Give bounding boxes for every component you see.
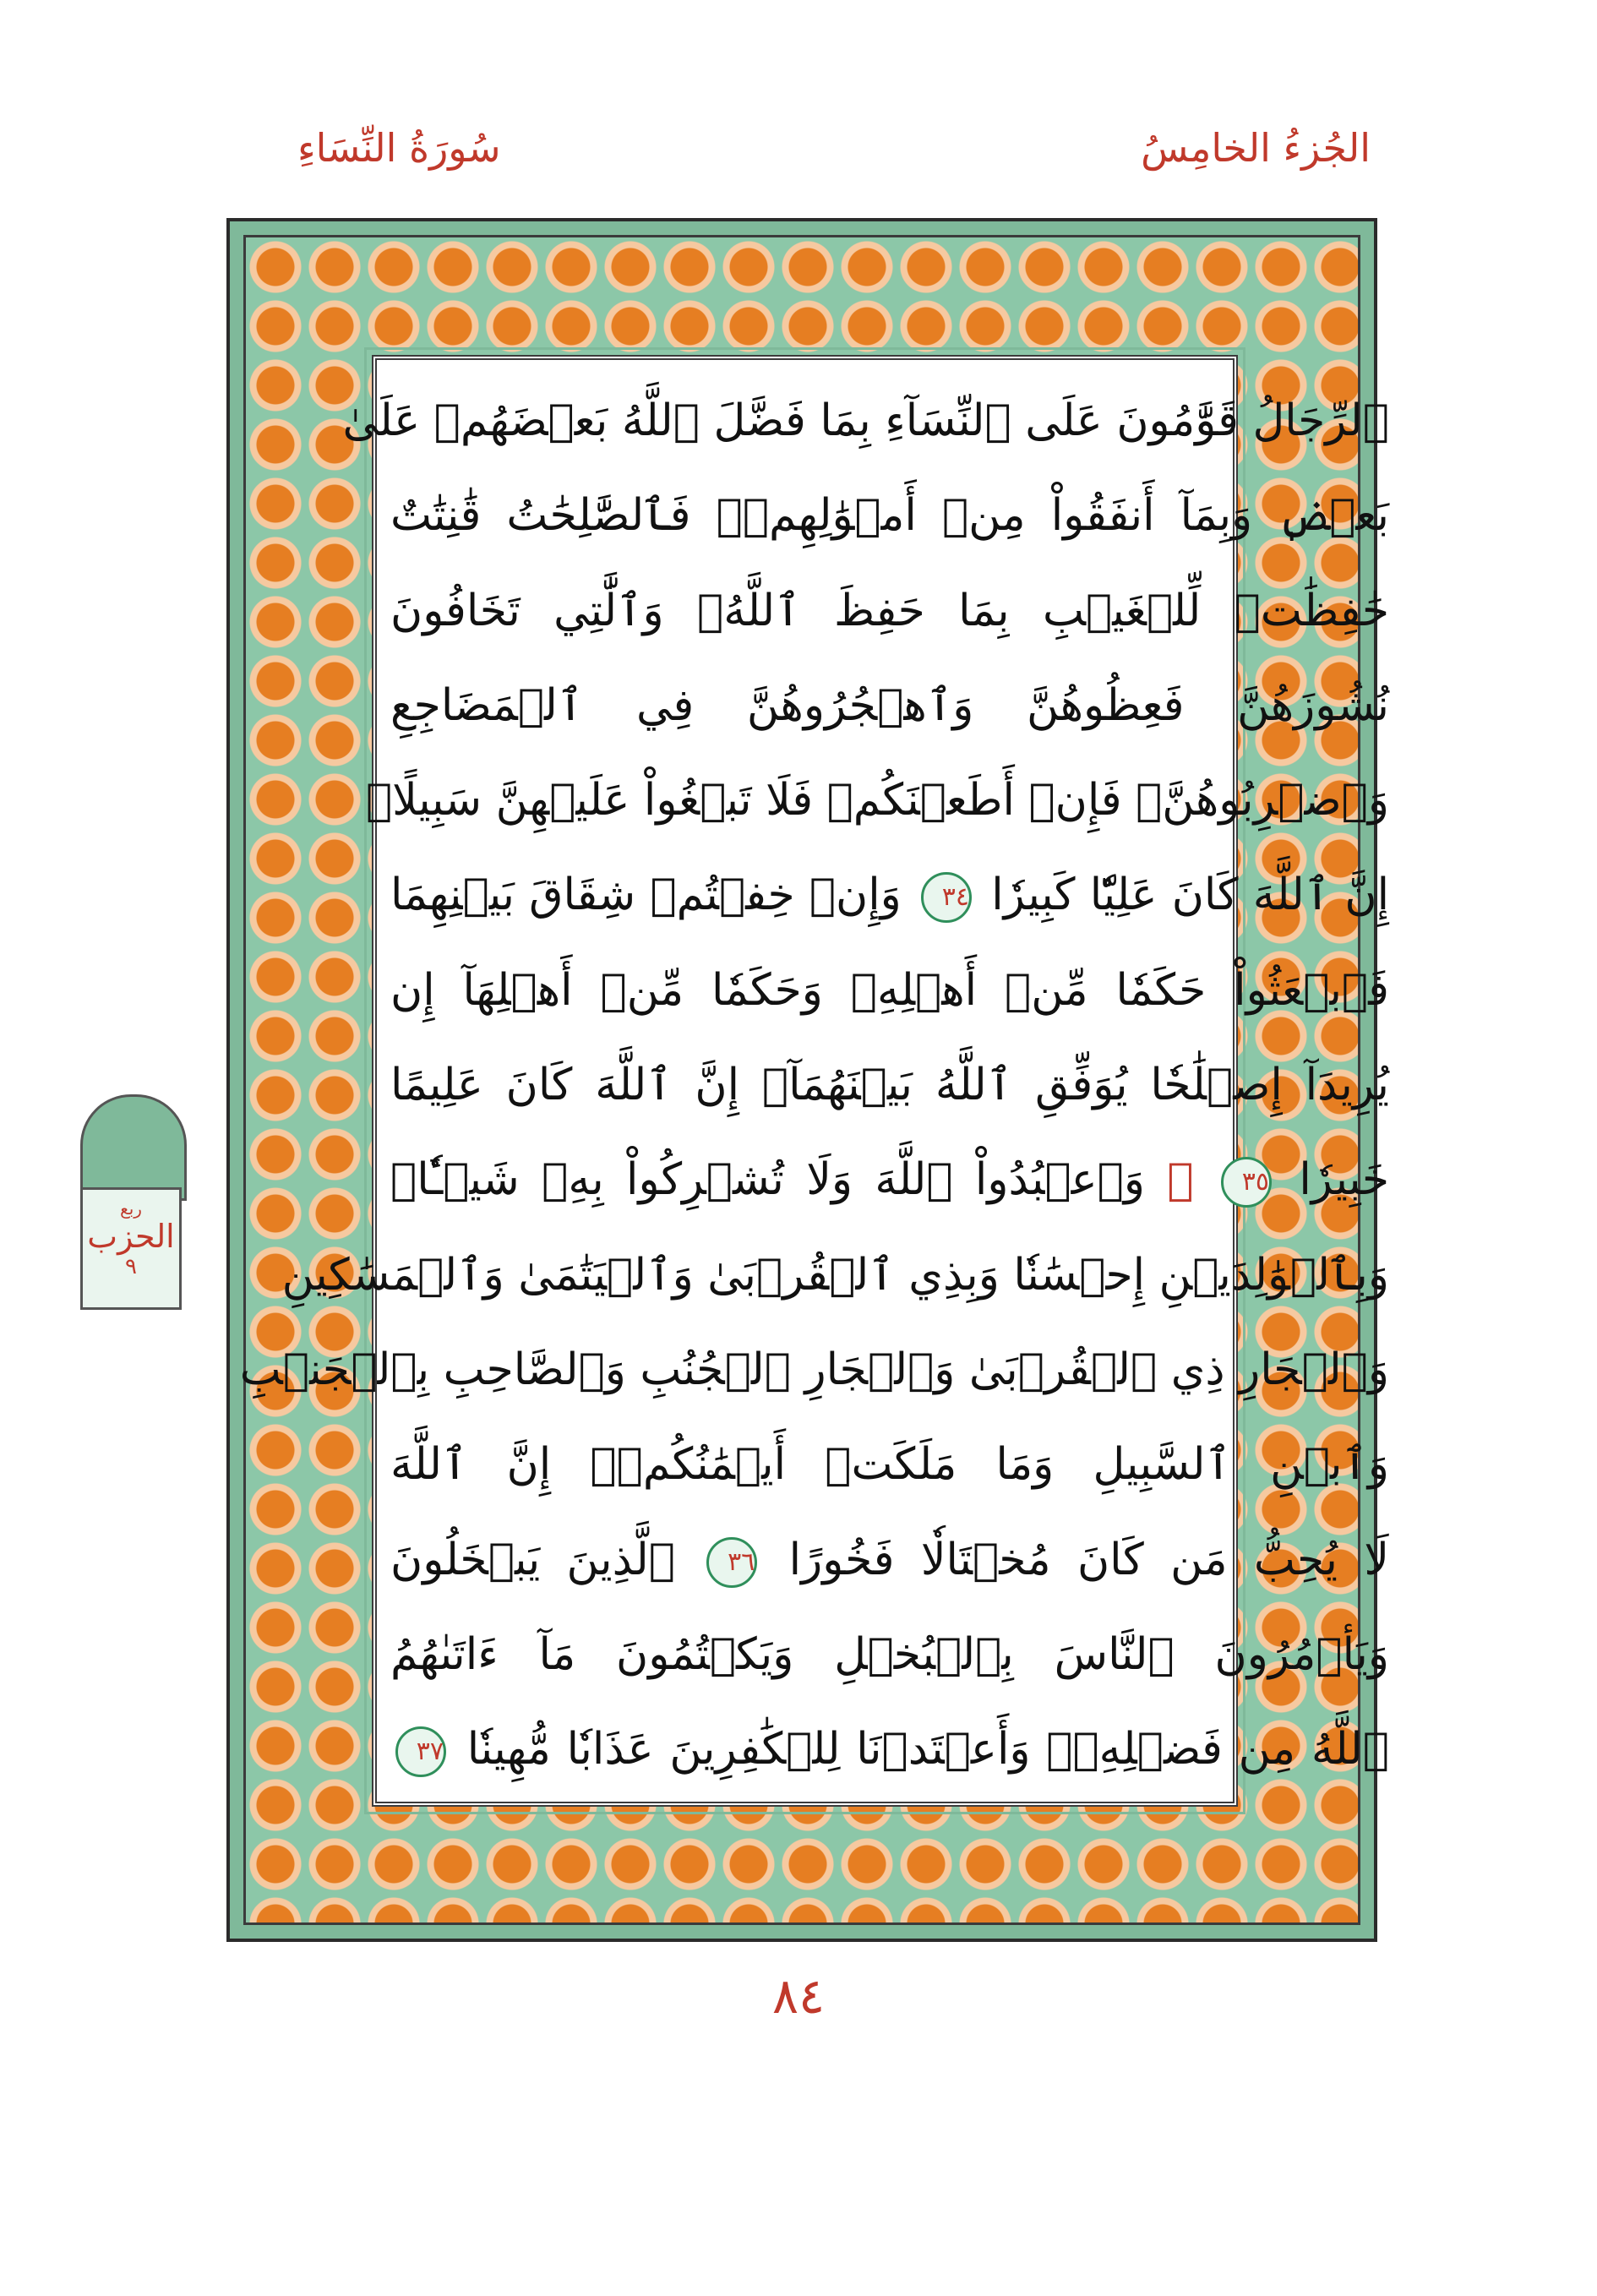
verse-text: ٱلَّذِينَ يَبۡخَلُونَ xyxy=(390,1534,675,1585)
ayah-number-marker: ٣٥ xyxy=(1221,1157,1272,1208)
text-line: وَٱلۡجَارِ ذِي ٱلۡقُرۡبَىٰ وَٱلۡجَارِ ٱلۡجُنُبِ وَٱلصَّاحِبِ بِٱلۡجَنۢبِ xyxy=(239,1344,1389,1395)
verse-text: ٱللَّهُ مِن فَضۡلِهِۦۗ وَأَعۡتَدۡنَا لِلۡكَٰفِرِينَ عَذَابٗا مُّهِينٗا xyxy=(466,1724,1390,1775)
text-line: وَيَأۡمُرُونَ ٱلنَّاسَ بِٱلۡبُخۡلِ وَيَكۡتُمُونَ مَآ ءَاتَىٰهُمُ xyxy=(390,1628,1389,1680)
ayah-number-marker: ٣٧ xyxy=(395,1726,446,1777)
quran-text xyxy=(239,374,1390,1797)
hizb-quarter-label: ربع xyxy=(120,1198,142,1219)
text-line: بَعۡضٖ وَبِمَآ أَنفَقُواْ مِنۡ أَمۡوَٰلِهِمۡۚ فَٱلصَّٰلِحَٰتُ قَٰنِتَٰتٌ xyxy=(390,490,1389,542)
juz-header: الجُزءُ الخامِسُ xyxy=(1141,125,1371,171)
verse-text: وَٱعۡبُدُواْ ٱللَّهَ وَلَا تُشۡرِكُواْ بِهِۦ شَيۡـٔٗاۖ xyxy=(390,1154,1145,1206)
page-number: ٨٤ xyxy=(771,1967,826,2025)
text-line: يُرِيدَآ إِصۡلَٰحٗا يُوَفِّقِ ٱللَّهُ بَيۡنَهُمَآۗ إِنَّ ٱللَّهَ كَانَ عَلِيمًا xyxy=(390,1060,1389,1111)
verse-text: خَبِيرٗا xyxy=(1299,1154,1390,1206)
verse-text: إِنَّ ٱللَّهَ كَانَ عَلِيّٗا كَبِيرٗا xyxy=(991,870,1390,921)
surah-header: سُورَةُ النِّسَاءِ xyxy=(297,125,501,171)
text-line: فَٱبۡعَثُواْ حَكَمٗا مِّنۡ أَهۡلِهِۦ وَحَكَمٗا مِّنۡ أَهۡلِهَآ إِن xyxy=(390,964,1389,1016)
text-line: ٱلرِّجَالُ قَوَّٰمُونَ عَلَى ٱلنِّسَآءِ بِمَا فَضَّلَ ٱللَّهُ بَعۡضَهُمۡ عَلَىٰ xyxy=(342,395,1389,446)
hizb-ornament-icon xyxy=(80,1094,187,1201)
hizb-number: ٩ xyxy=(125,1254,137,1279)
text-line: وَبِٱلۡوَٰلِدَيۡنِ إِحۡسَٰنٗا وَبِذِي ٱلۡقُرۡبَىٰ وَٱلۡيَتَٰمَىٰ وَٱلۡمَسَٰكِينِ xyxy=(281,1249,1389,1301)
ayah-number-marker: ٣٤ xyxy=(921,872,972,923)
text-line xyxy=(390,848,1389,942)
text-line: وَٱبۡنِ ٱلسَّبِيلِ وَمَا مَلَكَتۡ أَيۡمَٰنُكُمۡۗ إِنَّ ٱللَّهَ xyxy=(390,1439,1389,1491)
hizb-marker xyxy=(80,1044,182,1331)
text-line xyxy=(390,1513,1389,1607)
text-line xyxy=(390,1702,1389,1797)
ayah-number-marker: ٣٦ xyxy=(706,1537,757,1588)
text-line: حَٰفِظَٰتٞ لِّلۡغَيۡبِ بِمَا حَفِظَ ٱللَّهُۚ وَٱلَّٰتِي تَخَافُونَ xyxy=(390,585,1389,636)
text-line xyxy=(390,1132,1389,1227)
verse-text: لَا يُحِبُّ مَن كَانَ مُخۡتَالٗا فَخُورًا xyxy=(788,1534,1389,1585)
text-line: نُشُوزَهُنَّ فَعِظُوهُنَّ وَٱهۡجُرُوهُنَّ فِي ٱلۡمَضَاجِعِ xyxy=(390,679,1389,731)
hizb-star-icon: ۞ xyxy=(1167,1154,1194,1206)
hizb-label-box xyxy=(80,1187,182,1310)
text-line: وَٱضۡرِبُوهُنَّۖ فَإِنۡ أَطَعۡنَكُمۡ فَلَا تَبۡغُواْ عَلَيۡهِنَّ سَبِيلًاۗ xyxy=(365,775,1389,826)
hizb-label: الحزب xyxy=(87,1218,175,1255)
verse-text: وَإِنۡ خِفۡتُمۡ شِقَاقَ بَيۡنِهِمَا xyxy=(390,870,902,921)
